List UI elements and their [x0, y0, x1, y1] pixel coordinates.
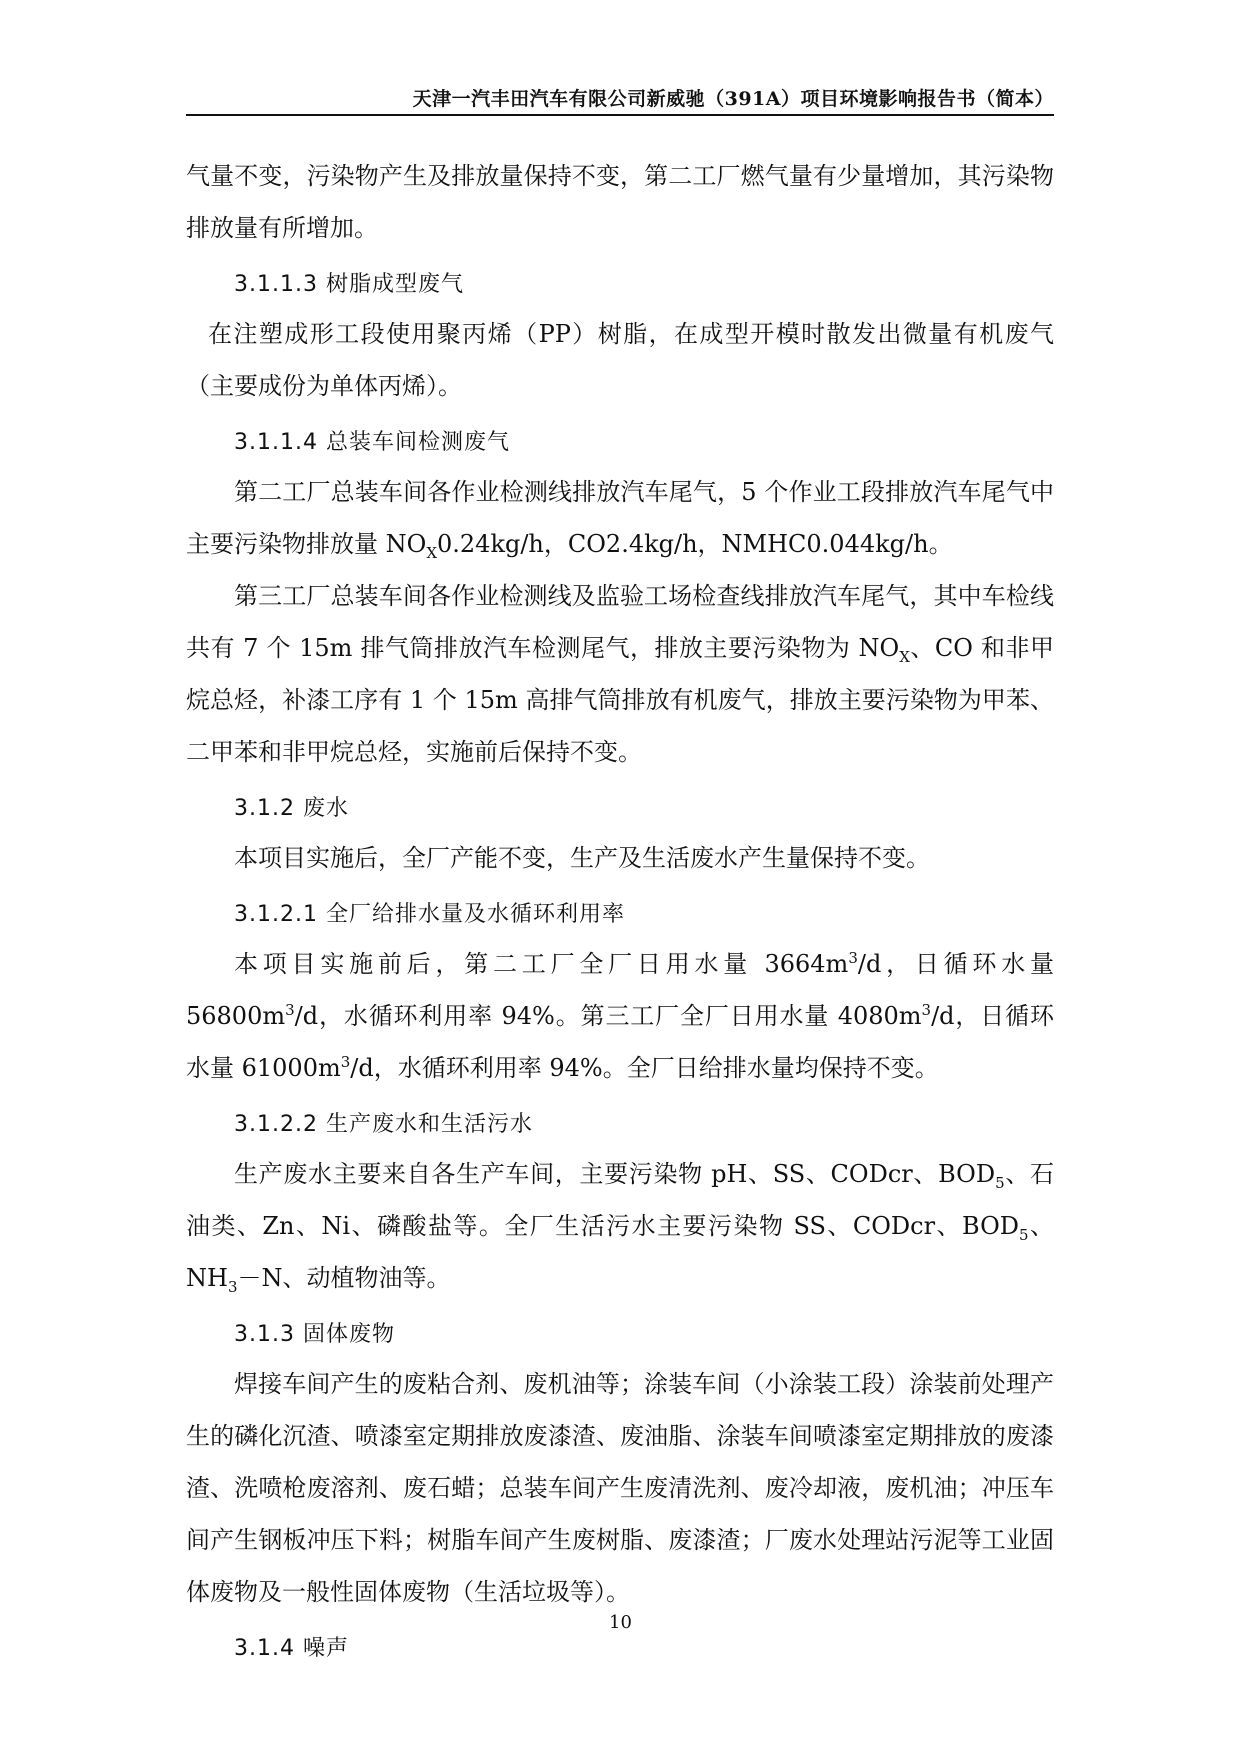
paragraph-water-recycling	[186, 938, 1054, 1094]
text-run: 0.24kg/h，CO2.4kg/h，NMHC0.044kg/h。	[437, 530, 953, 558]
spacer	[186, 778, 1054, 786]
paragraph-plant3-exhaust	[186, 570, 1054, 778]
spacer	[186, 1094, 1054, 1102]
text-run: /d，日循环水量 61000m	[186, 1002, 1054, 1082]
superscript: 3	[340, 1053, 351, 1071]
text-run: 本项目实施前后，第二工厂全厂日用水量 3664m	[234, 950, 849, 978]
text-run: 、CO 和非甲烷总烃，补漆工序有 1 个 15m 高排气筒排放有机废气，排放主要污染物为甲苯、二甲苯和非甲烷总烃，实施前后保持不变。	[186, 634, 1055, 766]
superscript: 3	[921, 1001, 932, 1019]
heading-3-1-3: 3.1.3 固体废物	[234, 1322, 395, 1347]
spacer	[186, 1304, 1054, 1312]
spacer	[186, 884, 1054, 892]
text-run: /d，日循环水量 56800m	[186, 950, 1054, 1030]
subscript: 5	[1019, 1225, 1029, 1244]
text-run: 第二工厂总装车间各作业检测线排放汽车尾气，5 个作业工段排放汽车尾气中主要污染物排放量 NO	[186, 478, 1054, 558]
superscript: 3	[848, 949, 858, 967]
running-header: 天津一汽丰田汽车有限公司新威驰（391A）项目环境影响报告书（简本）	[412, 88, 1054, 110]
subscript: X	[899, 647, 910, 666]
paragraph-plant2-exhaust	[186, 466, 1054, 570]
heading-3-1-4: 3.1.4 噪声	[234, 1636, 349, 1661]
superscript: 3	[285, 1001, 295, 1019]
text-run: /d，水循环利用率 94%。全厂日给排水量均保持不变。	[350, 1054, 939, 1082]
header-rule	[186, 114, 1054, 116]
spacer	[186, 412, 1054, 420]
subscript: 3	[227, 1277, 238, 1296]
spacer	[186, 254, 1054, 262]
text-run: 第三工厂总装车间各作业检测线及监验工场检查线排放汽车尾气，其中车检线共有 7 个 15m 排气筒排放汽车检测尾气，排放主要污染物为 NO	[186, 582, 1054, 662]
page-number: 10	[609, 1612, 632, 1633]
paragraph-solid-waste: 焊接车间产生的废粘合剂、废机油等；涂装车间（小涂装工段）涂装前处理产生的磷化沉渣、喷漆室定期排放废漆渣、废油脂、涂装车间喷漆室定期排放的废漆渣、洗喷枪废溶剂、废石蜡；总装车间产生废清洗剂、废冷却液，废机油；冲压车间产生钢板冲压下料；树脂车间产生废树脂、废漆渣；厂废水处理站污泥等工业固体废物及一般性固体废物（生活垃圾等）。	[186, 1370, 1054, 1606]
paragraph-resin-molding: 在注塑成形工段使用聚丙烯（PP）树脂，在成型开模时散发出微量有机废气（主要成份为单体丙烯）。	[186, 320, 1054, 400]
heading-3-1-1-3: 3.1.1.3 树脂成型废气	[234, 272, 464, 297]
paragraph-gas-volume: 气量不变，污染物产生及排放量保持不变，第二工厂燃气量有少量增加，其污染物排放量有所增加。	[186, 162, 1054, 242]
heading-3-1-1-4: 3.1.1.4 总装车间检测废气	[234, 430, 510, 455]
subscript: X	[426, 543, 437, 562]
text-run: 生产废水主要来自各生产车间，主要污染物 pH、SS、CODcr、BOD	[234, 1160, 996, 1188]
text-run: 、NH	[186, 1212, 1055, 1292]
heading-3-1-2: 3.1.2 废水	[234, 796, 349, 821]
subscript: 5	[995, 1173, 1005, 1192]
paragraph-wastewater: 本项目实施后，全厂产能不变，生产及生活废水产生量保持不变。	[234, 844, 930, 872]
heading-3-1-2-2: 3.1.2.2 生产废水和生活污水	[234, 1112, 533, 1137]
text-run: /d，水循环利用率 94%。第三工厂全厂日用水量 4080m	[294, 1002, 922, 1030]
text-run: －N、动植物油等。	[237, 1264, 451, 1292]
paragraph-production-wastewater	[186, 1148, 1054, 1304]
heading-3-1-2-1: 3.1.2.1 全厂给排水量及水循环利用率	[234, 902, 625, 927]
text-run: 、石油类、Zn、Ni、磷酸盐等。全厂生活污水主要污染物 SS、CODcr、BOD	[186, 1160, 1055, 1240]
page-content	[186, 150, 1054, 1672]
